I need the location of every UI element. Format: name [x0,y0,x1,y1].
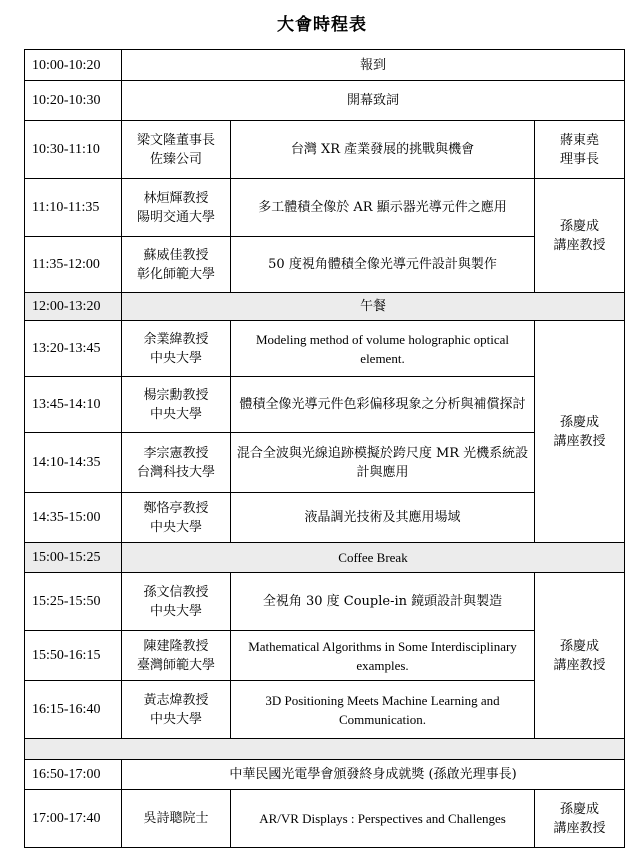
page-title: 大會時程表 [277,15,367,35]
topic-cell: 全視角 30 度 Couple-in 鏡頭設計與製造 [231,573,535,631]
host-name: 孫慶成 [559,218,599,234]
speaker-cell [122,631,231,681]
host-title: 講座教授 [553,820,606,836]
time-cell: 10:00-10:20 [25,50,122,81]
time-cell: 11:35-12:00 [25,237,122,293]
speaker-affiliation: 中央大學 [149,711,202,727]
speaker-cell [122,321,231,377]
host-title: 講座教授 [553,657,606,673]
speaker-cell [122,573,231,631]
table-row [25,81,625,121]
event-cell: 報到 [122,50,625,81]
speaker-cell [122,121,231,179]
speaker-name: 黃志煒教授 [143,692,209,708]
speaker-name: 鄭恪亭教授 [143,500,209,516]
schedule-table [24,49,625,848]
speaker-name: 余業緯教授 [143,331,209,347]
speaker-name: 孫文信教授 [143,584,209,600]
topic-cell: 混合全波與光線追跡模擬於跨尺度 MR 光機系統設計與應用 [231,433,535,493]
speaker-cell [122,493,231,543]
topic-cell: AR/VR Displays : Perspectives and Challenges [231,790,535,848]
speaker-name: 李宗憲教授 [143,445,209,461]
host-title: 講座教授 [553,433,606,449]
time-cell: 10:30-11:10 [25,121,122,179]
time-cell: 13:20-13:45 [25,321,122,377]
speaker-affiliation: 中央大學 [149,603,202,619]
speaker-name: 陳建隆教授 [143,638,209,654]
host-name: 蔣東堯 [559,132,599,148]
table-row [25,321,625,377]
topic-cell: 體積全像光導元件色彩偏移現象之分析與補償探討 [231,377,535,433]
host-name: 孫慶成 [559,414,599,430]
host-cell [535,573,625,739]
time-cell: 14:10-14:35 [25,433,122,493]
speaker-cell [122,377,231,433]
time-cell: 15:00-15:25 [25,543,122,573]
speaker-affiliation: 台灣科技大學 [136,464,215,480]
table-row [25,50,625,81]
speaker-affiliation: 陽明交通大學 [136,209,215,225]
event-cell: 午餐 [122,293,625,321]
host-name: 孫慶成 [559,801,599,817]
time-cell: 15:25-15:50 [25,573,122,631]
topic-cell: 3D Positioning Meets Machine Learning and Communication. [231,681,535,739]
time-cell: 16:15-16:40 [25,681,122,739]
speaker-name: 蘇威佳教授 [143,247,209,263]
speaker-affiliation: 彰化師範大學 [136,266,215,282]
speaker-cell [122,179,231,237]
host-title: 講座教授 [553,237,606,253]
speaker-name: 林烜輝教授 [143,190,209,206]
speaker-cell [122,237,231,293]
table-row [25,790,625,848]
speaker-cell [122,681,231,739]
speaker-affiliation: 中央大學 [149,406,202,422]
speaker-affiliation: 中央大學 [149,519,202,535]
time-cell: 13:45-14:10 [25,377,122,433]
topic-cell: 多工體積全像於 AR 顯示器光導元件之應用 [231,179,535,237]
speaker-name: 梁文隆董事長 [136,132,215,148]
time-cell: 10:20-10:30 [25,81,122,121]
event-cell: 開幕致詞 [122,81,625,121]
table-row [25,179,625,237]
topic-cell: Modeling method of volume holographic optical element. [231,321,535,377]
time-cell: 17:00-17:40 [25,790,122,848]
host-cell [535,179,625,293]
separator-cell [25,739,625,760]
time-cell: 16:50-17:00 [25,760,122,790]
speaker-cell: 吳詩聰院士 [122,790,231,848]
topic-cell: 台灣 XR 產業發展的挑戰與機會 [231,121,535,179]
speaker-cell [122,433,231,493]
topic-cell: Mathematical Algorithms in Some Interdisciplinary examples. [231,631,535,681]
table-row [25,573,625,631]
time-cell: 14:35-15:00 [25,493,122,543]
event-cell: 中華民國光電學會頒發終身成就獎 (孫啟光理事長) [122,760,625,790]
speaker-affiliation: 佐臻公司 [149,151,202,167]
host-name: 孫慶成 [559,638,599,654]
host-cell [535,790,625,848]
topic-cell: 液晶調光技術及其應用場域 [231,493,535,543]
host-title: 理事長 [559,151,599,167]
table-row [25,760,625,790]
topic-cell: 50 度視角體積全像光導元件設計與製作 [231,237,535,293]
host-cell [535,321,625,543]
separator-row [25,739,625,760]
table-row [25,121,625,179]
speaker-name: 楊宗勳教授 [143,387,209,403]
table-row [25,293,625,321]
time-cell: 15:50-16:15 [25,631,122,681]
event-cell: Coffee Break [122,543,625,573]
host-cell [535,121,625,179]
table-row [25,543,625,573]
time-cell: 11:10-11:35 [25,179,122,237]
time-cell: 12:00-13:20 [25,293,122,321]
speaker-affiliation: 中央大學 [149,350,202,366]
speaker-affiliation: 臺灣師範大學 [136,657,215,673]
